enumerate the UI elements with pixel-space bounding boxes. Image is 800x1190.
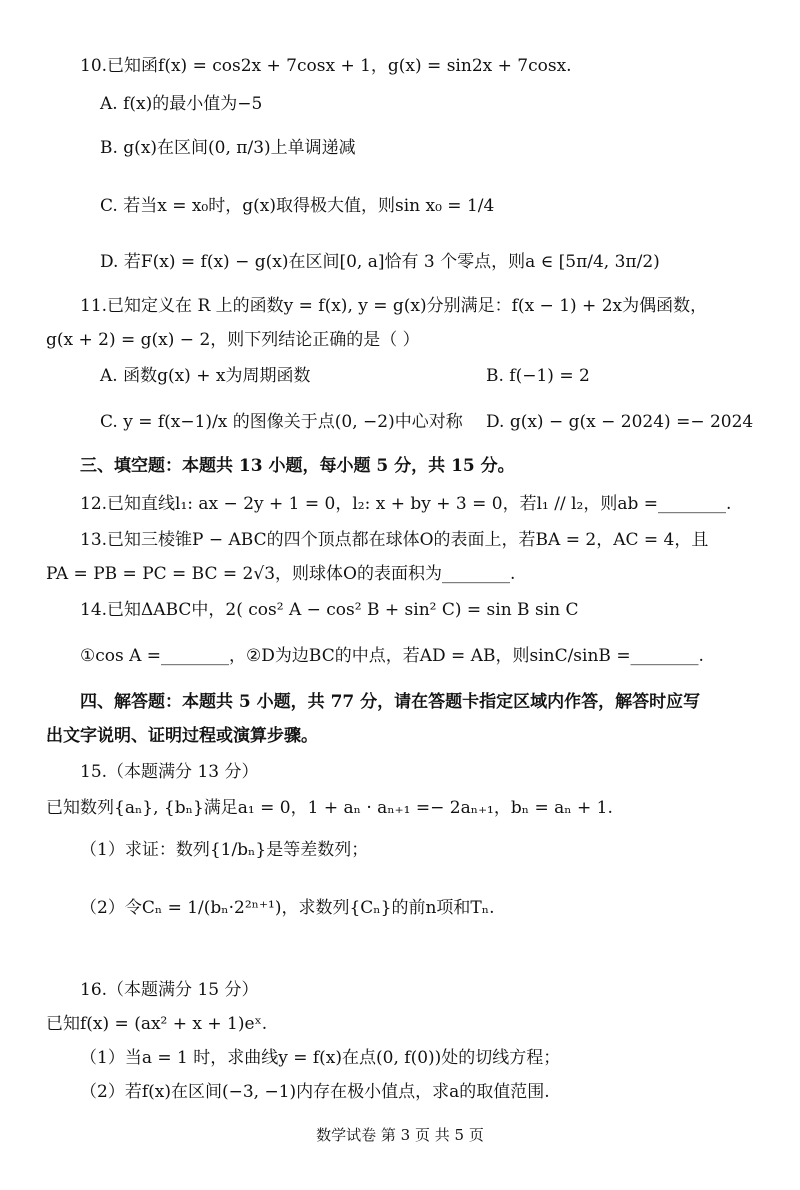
q16-part1: （1）当a = 1 时，求曲线y = f(x)在点(0, f(0))处的切线方程； — [80, 1048, 561, 1068]
section4-heading-line1: 四、解答题：本题共 5 小题，共 77 分，请在答题卡指定区域内作答，解答时应写 — [80, 692, 701, 712]
q16-part2: （2）若f(x)在区间(−3, −1)内存在极小值点，求a的取值范围. — [80, 1082, 550, 1102]
q13-line2: PA = PB = PC = BC = 2√3，则球体O的表面积为________. — [46, 564, 516, 584]
q14-line1: 14.已知ΔABC中，2( cos² A − cos² B + sin² C) = sin B sin C — [80, 600, 579, 620]
q10-stem: 10.已知函f(x) = cos2x + 7cosx + 1，g(x) = sin2x + 7cosx. — [80, 56, 572, 76]
q15-stem: 已知数列{aₙ}, {bₙ}满足a₁ = 0，1 + aₙ · aₙ₊₁ =− 2aₙ₊₁，bₙ = aₙ + 1. — [46, 798, 613, 818]
q10-option-d: D. 若F(x) = f(x) − g(x)在区间[0, a]恰有 3 个零点，则a ∈ [5π/4, 3π/2) — [100, 252, 660, 272]
q11-option-b: B. f(−1) = 2 — [486, 366, 590, 386]
q11-stem-line2: g(x + 2) = g(x) − 2，则下列结论正确的是（ ） — [46, 330, 420, 350]
section3-heading: 三、填空题：本题共 13 小题，每小题 5 分，共 15 分。 — [80, 456, 515, 476]
q10-option-c: C. 若当x = x₀时，g(x)取得极大值，则sin x₀ = 1/4 — [100, 196, 495, 216]
q10-option-a: A. f(x)的最小值为−5 — [100, 94, 263, 114]
page-footer: 数学试卷 第 3 页 共 5 页 — [316, 1126, 484, 1144]
q11-stem-line1: 11.已知定义在 R 上的函数y = f(x), y = g(x)分别满足：f(x − 1) + 2x为偶函数， — [80, 296, 708, 316]
q15-title: 15.（本题满分 13 分） — [80, 762, 259, 782]
q15-part1: （1）求证：数列{1/bₙ}是等差数列； — [80, 840, 369, 860]
q15-part2: （2）令Cₙ = 1/(bₙ·2²ⁿ⁺¹)，求数列{Cₙ}的前n项和Tₙ. — [80, 898, 495, 918]
q11-option-c: C. y = f(x−1)/x 的图像关于点(0, −2)中心对称 — [100, 412, 463, 432]
q16-title: 16.（本题满分 15 分） — [80, 980, 259, 1000]
q12: 12.已知直线l₁: ax − 2y + 1 = 0，l₂: x + by + 3 = 0，若l₁ // l₂，则ab =________. — [80, 494, 732, 514]
section4-heading-line2: 出文字说明、证明过程或演算步骤。 — [46, 726, 318, 746]
q11-option-d: D. g(x) − g(x − 2024) =− 2024 — [486, 412, 754, 432]
q13-line1: 13.已知三棱锥P − ABC的四个顶点都在球体O的表面上，若BA = 2，AC = 4，且 — [80, 530, 709, 550]
q11-option-a: A. 函数g(x) + x为周期函数 — [100, 366, 311, 386]
q16-stem: 已知f(x) = (ax² + x + 1)eˣ. — [46, 1014, 268, 1034]
q10-option-b: B. g(x)在区间(0, π/3)上单调递减 — [100, 138, 356, 158]
q14-line2: ①cos A =________，②D为边BC的中点，若AD = AB，则sinC/sinB =________. — [80, 646, 704, 666]
